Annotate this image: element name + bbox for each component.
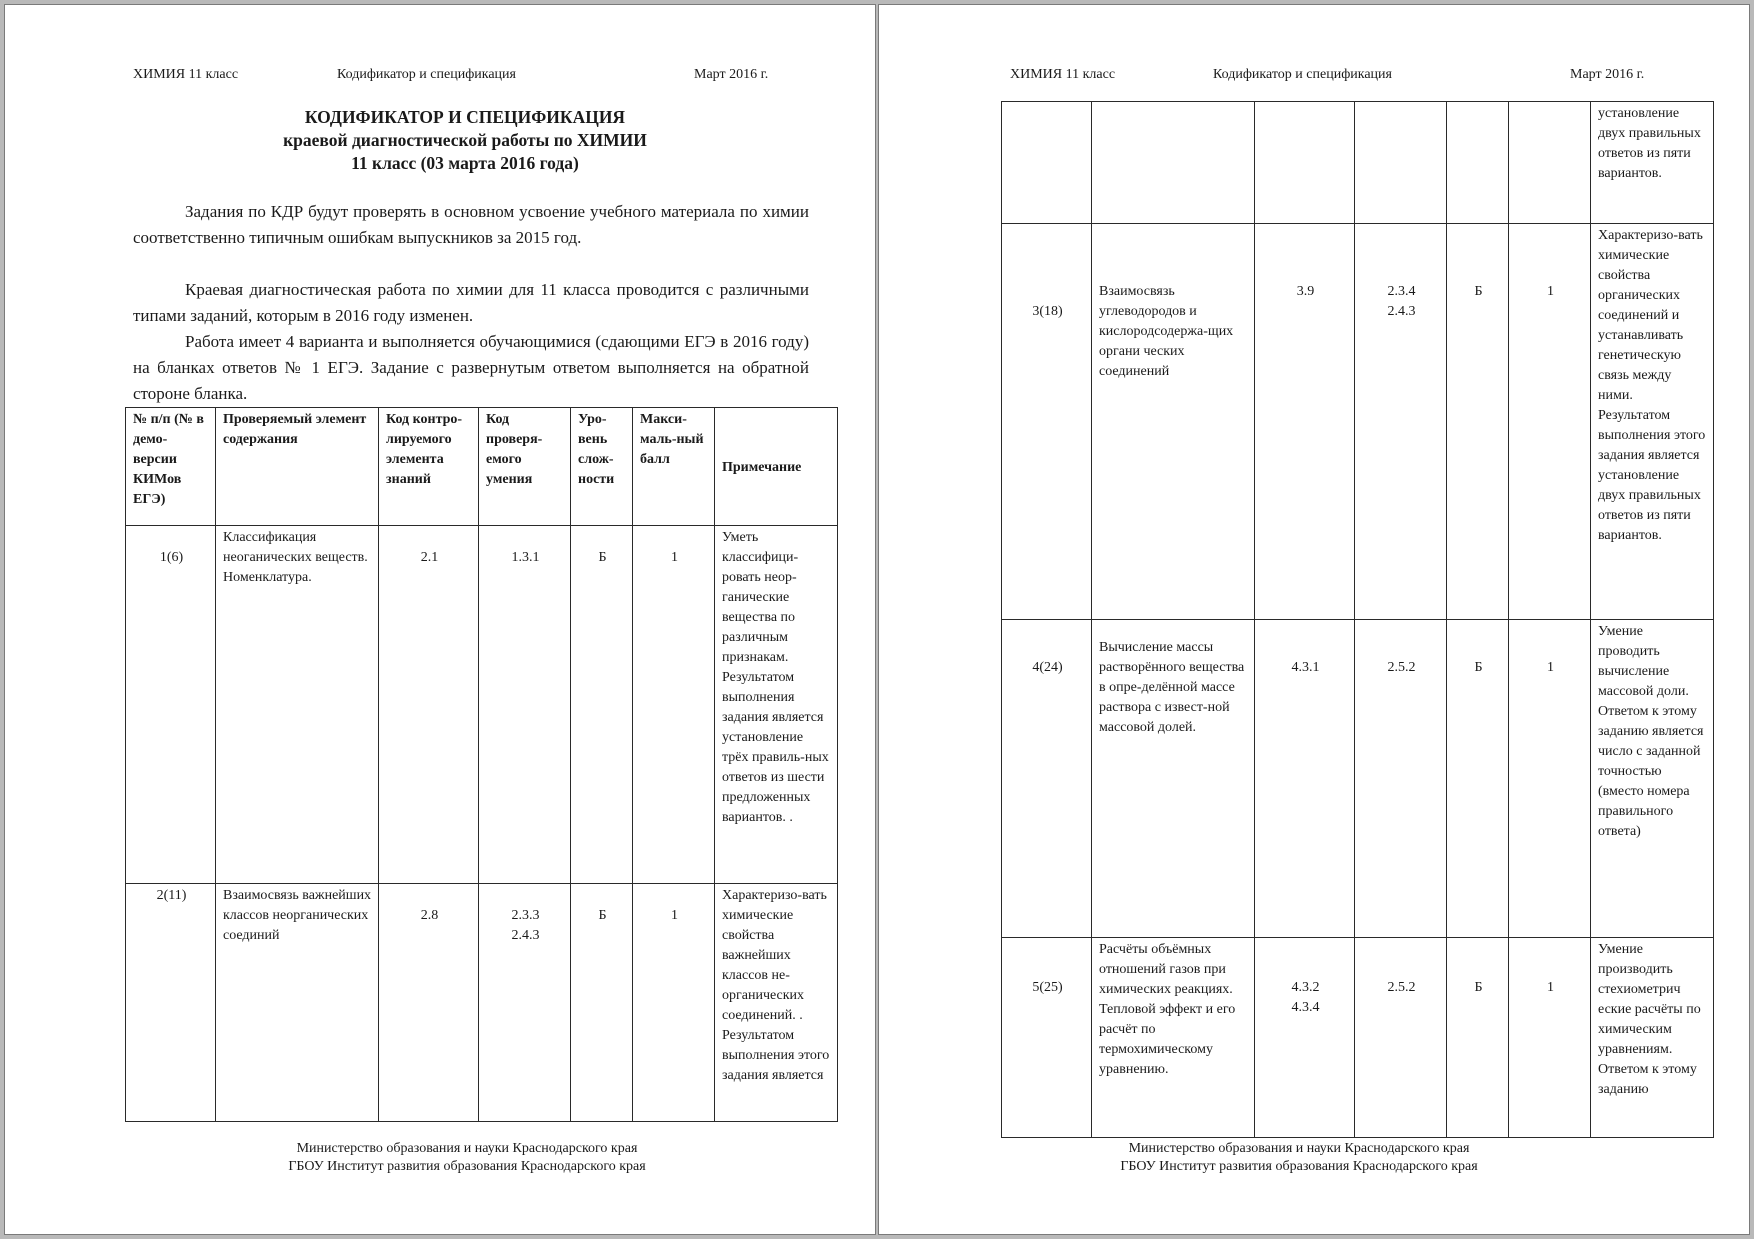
table-row — [1002, 620, 1714, 938]
cell-max-score: 1 — [633, 526, 715, 884]
cell-level: Б — [571, 526, 633, 884]
cell-max-score: 1 — [1509, 620, 1591, 938]
header-center: Кодификатор и спецификация — [1213, 67, 1392, 82]
cell-code-knowledge: 4.3.2 4.3.4 — [1255, 938, 1355, 1138]
cell-note: Умение производить стехиометрич еские расчёты по химическим уравнениям. Ответом к этому заданию — [1591, 938, 1714, 1138]
title-line-3: 11 класс (03 марта 2016 года) — [351, 153, 579, 173]
header-code-skill: Код проверя-емого умения — [479, 408, 571, 526]
intro-paragraph-3: Работа имеет 4 варианта и выполняется обучающимися (сдающими ЕГЭ в 2016 году) на бланках ответов № 1 ЕГЭ. Задание с развернутым ответом выполняется на обратной стороне бланка. — [133, 332, 809, 403]
cell-max-score — [1509, 102, 1591, 224]
page-left — [4, 4, 876, 1235]
cell-code-skill: 2.5.2 — [1355, 938, 1447, 1138]
spec-table-right — [1001, 101, 1714, 1138]
cell-num: 4(24) — [1002, 620, 1092, 938]
intro-paragraph-2: Краевая диагностическая работа по химии для 11 класса проводится с различными типами заданий, которым в 2016 году изменен. — [133, 280, 809, 325]
table-row — [1002, 938, 1714, 1138]
footer — [925, 1140, 1673, 1176]
cell-code-knowledge: 2.8 — [379, 884, 479, 1122]
document-title — [115, 106, 815, 175]
cell-level — [1447, 102, 1509, 224]
cell-level: Б — [1447, 938, 1509, 1138]
cell-max-score: 1 — [633, 884, 715, 1122]
footer-line-1: Министерство образования и науки Краснодарского края — [1128, 1141, 1470, 1156]
cell-max-score: 1 — [1509, 938, 1591, 1138]
cell-element: Взаимосвязь углеводородов и кислородсодержа-щих органи ческих соединений — [1092, 224, 1255, 620]
cell-element — [1092, 102, 1255, 224]
cell-note: установление двух правильных ответов из пяти вариантов. — [1591, 102, 1714, 224]
table-header-row — [126, 408, 838, 526]
cell-num — [1002, 102, 1092, 224]
cell-element: Расчёты объёмных отношений газов при химических реакциях. Тепловой эффект и его расчёт по термохимическому уравнению. — [1092, 938, 1255, 1138]
cell-code-skill: 2.3.3 2.4.3 — [479, 884, 571, 1122]
cell-code-knowledge — [1255, 102, 1355, 224]
cell-level: Б — [571, 884, 633, 1122]
page-right — [878, 4, 1750, 1235]
cell-code-skill: 2.5.2 — [1355, 620, 1447, 938]
header-date: Март 2016 г. — [694, 67, 769, 82]
cell-note: Умение проводить вычисление массовой доли. Ответом к этому заданию является число с заданной точностью (вместо номера правильного ответа) — [1591, 620, 1714, 938]
footer-line-2: ГБОУ Институт развития образования Краснодарского края — [1120, 1159, 1478, 1174]
table-row — [1002, 102, 1714, 224]
cell-note: Уметь классифици-ровать неор-ганические вещества по различным признакам. Результатом выполнения задания является установление трёх правиль-ных ответов из шести предложенных вариантов. . — [715, 526, 838, 884]
footer-line-2: ГБОУ Институт развития образования Краснодарского края — [288, 1159, 646, 1174]
cell-level: Б — [1447, 620, 1509, 938]
spec-table-left — [125, 407, 838, 1122]
cell-note: Характеризо-вать химические свойства органических соединений и устанавливать генетическую связь между ними. Результатом выполнения этого задания является установление двух правильных ответов из пяти вариантов. — [1591, 224, 1714, 620]
table-row — [126, 526, 838, 884]
title-line-1: КОДИФИКАТОР И СПЕЦИФИКАЦИЯ — [304, 107, 626, 127]
intro-paragraph-1: Задания по КДР будут проверять в основном усвоение учебного материала по химии соответственно типичным ошибкам выпускников за 2015 год. — [133, 202, 809, 247]
header-center: Кодификатор и спецификация — [337, 67, 516, 82]
header-max-score: Макси-маль-ный балл — [633, 408, 715, 526]
table-row — [1002, 224, 1714, 620]
cell-code-knowledge: 4.3.1 — [1255, 620, 1355, 938]
cell-num: 2(11) — [126, 884, 216, 1122]
cell-code-skill: 2.3.4 2.4.3 — [1355, 224, 1447, 620]
header-element: Проверяемый элемент содержания — [216, 408, 379, 526]
cell-code-knowledge: 3.9 — [1255, 224, 1355, 620]
header-subject: ХИМИЯ 11 класс — [1010, 67, 1116, 82]
cell-level: Б — [1447, 224, 1509, 620]
header-code-knowledge: Код контро-лируемого элемента знаний — [379, 408, 479, 526]
header-note: Примечание — [715, 408, 838, 526]
table-row — [126, 884, 838, 1122]
cell-note: Характеризо-вать химические свойства важнейших классов не-органических соединений. . Результатом выполнения этого задания является — [715, 884, 838, 1122]
cell-code-skill — [1355, 102, 1447, 224]
cell-num: 3(18) — [1002, 224, 1092, 620]
header-level: Уро-вень слож-ности — [571, 408, 633, 526]
header-date: Март 2016 г. — [1570, 67, 1645, 82]
cell-element: Взаимосвязь важнейших классов неорганических соединий — [216, 884, 379, 1122]
header-num: № п/п (№ в демо-версии КИМов ЕГЭ) — [126, 408, 216, 526]
cell-max-score: 1 — [1509, 224, 1591, 620]
title-line-2: краевой диагностической работы по ХИМИИ — [283, 130, 647, 150]
cell-code-skill: 1.3.1 — [479, 526, 571, 884]
cell-code-knowledge: 2.1 — [379, 526, 479, 884]
cell-num: 1(6) — [126, 526, 216, 884]
footer-line-1: Министерство образования и науки Краснодарского края — [296, 1141, 638, 1156]
footer — [51, 1140, 876, 1176]
cell-num: 5(25) — [1002, 938, 1092, 1138]
cell-element: Классификация неоганических веществ. Номенклатура. — [216, 526, 379, 884]
cell-element: Вычисление массы растворённого вещества в опре-делённой массе раствора с извест-ной массовой долей. — [1092, 620, 1255, 938]
header-subject: ХИМИЯ 11 класс — [133, 67, 239, 82]
